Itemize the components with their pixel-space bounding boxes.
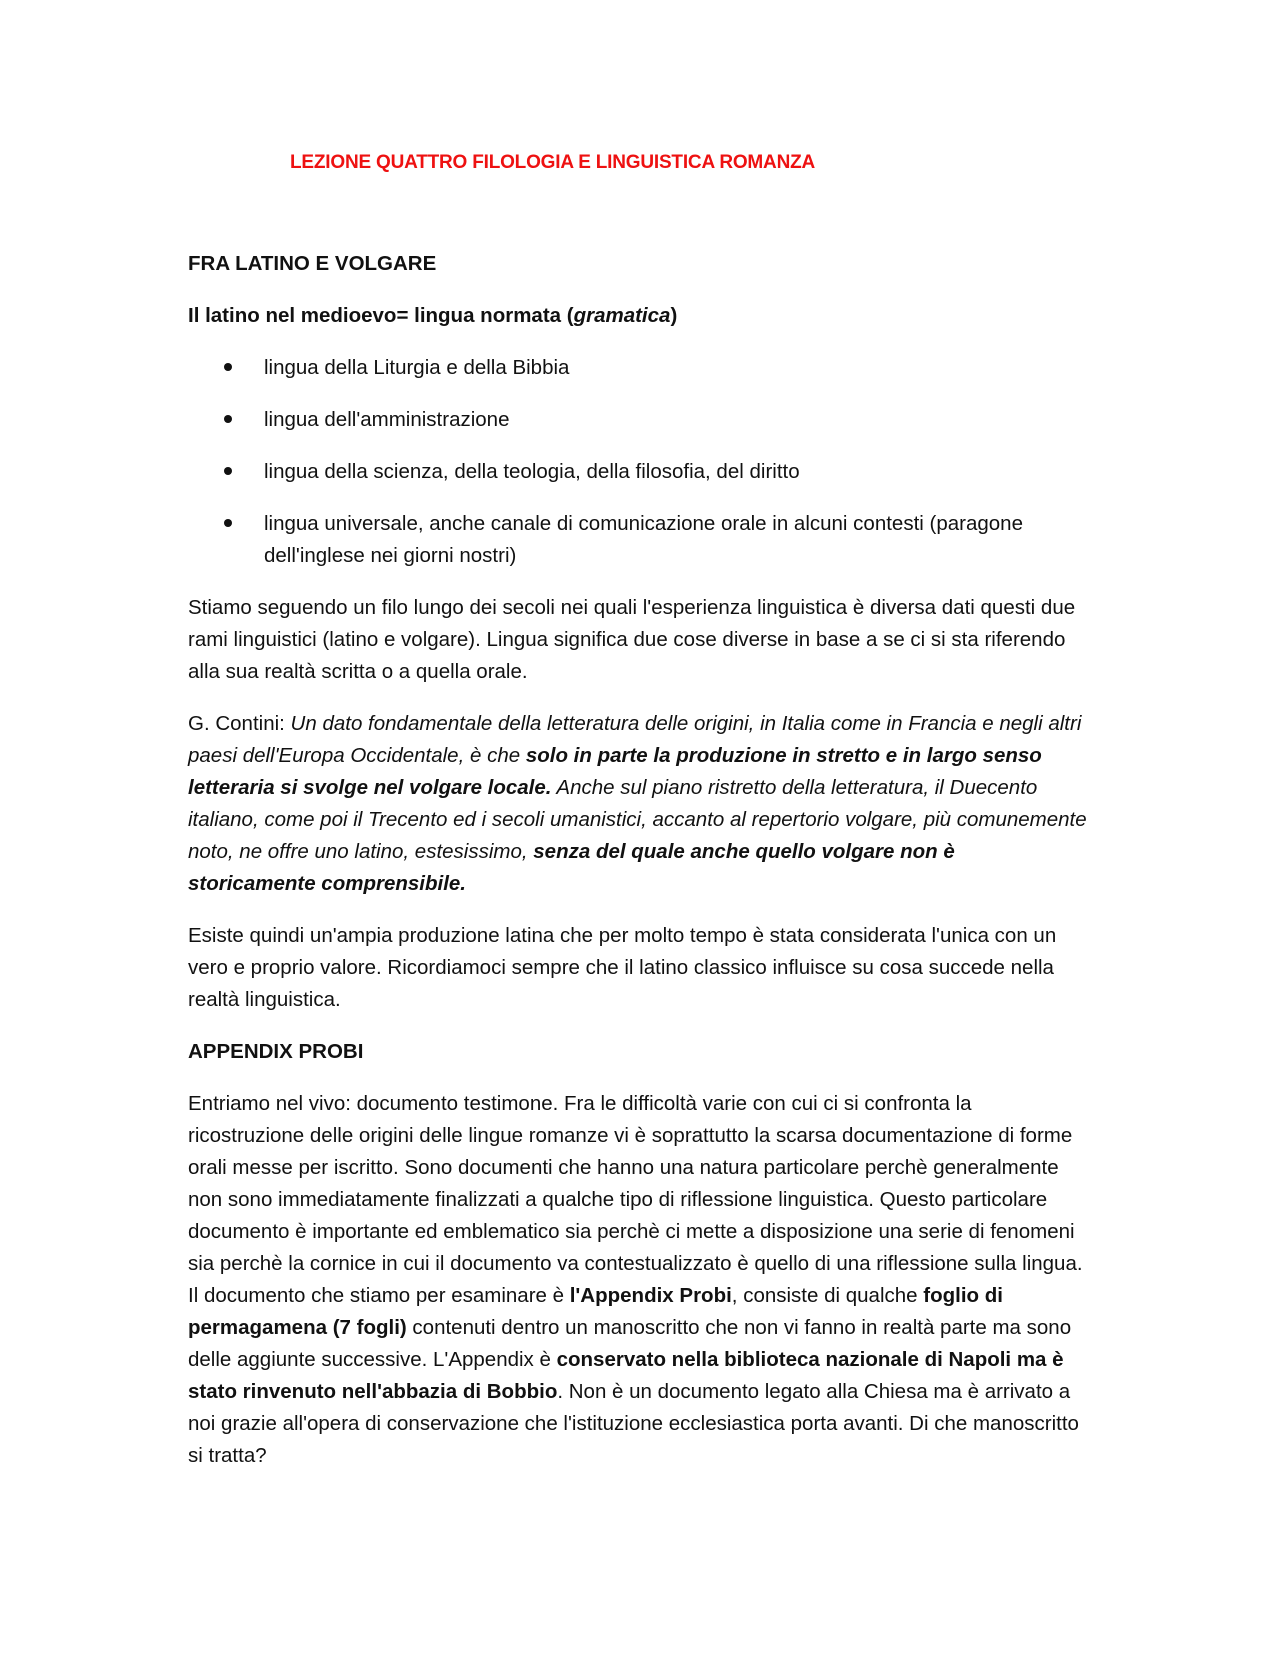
quote-italic-2: Anche sul piano ristretto della letteratura, il Duecento italiano, come poi il Trecento ed i secoli umanistici, accanto al repertorio volgare, più comunemente noto, ne offre uno latino, estesissimo, (188, 776, 1087, 863)
document-title: LEZIONE QUATTRO FILOLOGIA E LINGUISTICA ROMANZA (290, 152, 816, 173)
paragraph-filo-secoli: Stiamo seguendo un filo lungo dei secoli nei quali l'esperienza linguistica è diversa dati questi due rami linguistici (latino e volgare). Lingua significa due cose diverse in base a se ci si sta riferendo alla sua realtà scritta o a quella orale. (188, 596, 1076, 683)
subheading-latino-medioevo (188, 300, 1088, 332)
quote-author: G. Contini: (188, 712, 291, 735)
list-item (188, 508, 1088, 572)
appendix-text-4: . Non è un documento legato alla Chiesa ma è arrivato a noi grazie all'opera di conservazione che l'istituzione ecclesiastica porta avanti. Di che manoscritto si tratta? (188, 1380, 1079, 1467)
list-item-text: lingua della Liturgia e della Bibbia (264, 356, 570, 379)
appendix-bold-1: l'Appendix Probi (569, 1284, 732, 1307)
appendix-bold-2: foglio di permagamena (7 fogli) (188, 1284, 1003, 1339)
appendix-bold-3: conservato nella biblioteca nazionale di Napoli ma è stato rinvenuto nell'abbazia di Bobbio (188, 1348, 1064, 1403)
title-spacer (188, 148, 1088, 248)
section-heading-fra-latino: FRA LATINO E VOLGARE (188, 252, 437, 275)
document-body (188, 148, 1088, 1472)
paragraph-contini-quote (188, 708, 1088, 900)
quote-bold-2: senza del quale anche quello volgare non è storicamente comprensibile. (188, 840, 955, 895)
bullet-icon (224, 415, 232, 423)
quote-italic-1: Un dato fondamentale della letteratura delle origini, in Italia come in Francia e negli altri paesi dell'Europa Occidentale, è che (188, 712, 1082, 767)
appendix-text-3: contenuti dentro un manoscritto che non vi fanno in realtà parte ma sono delle aggiunte successive. L'Appendix è (188, 1316, 1072, 1371)
subheading-gramatica: gramatica (573, 304, 671, 327)
quote-bold-1: solo in parte la produzione in stretto e in largo senso letteraria si svolge nel volgare locale. (188, 744, 1042, 799)
latin-uses-list (188, 352, 1088, 572)
paragraph-produzione-latina: Esiste quindi un'ampia produzione latina che per molto tempo è stata considerata l'unica con un vero e proprio valore. Ricordiamoci sempre che il latino classico influisce su cosa succede nella realtà linguistica. (188, 924, 1057, 1011)
list-item (188, 352, 1088, 384)
list-item (188, 456, 1088, 488)
bullet-icon (224, 519, 232, 527)
subheading-part-a: Il latino nel medioevo= lingua normata ( (188, 304, 574, 327)
section-heading-appendix-probi: APPENDIX PROBI (188, 1040, 364, 1063)
list-item-text: lingua dell'amministrazione (264, 408, 510, 431)
paragraph-appendix-probi (188, 1088, 1088, 1472)
appendix-text-2: , consiste di qualche (731, 1284, 924, 1307)
bullet-icon (224, 363, 232, 371)
list-item-text: lingua della scienza, della teologia, della filosofia, del diritto (264, 460, 800, 483)
list-item-text: lingua universale, anche canale di comunicazione orale in alcuni contesti (paragone dell'inglese nei giorni nostri) (264, 512, 1023, 567)
subheading-part-c: ) (670, 304, 678, 327)
appendix-text-1: Entriamo nel vivo: documento testimone. Fra le difficoltà varie con cui ci si confronta la ricostruzione delle origini delle lingue romanze vi è soprattutto la scarsa documentazione di forme orali messe per iscritto. Sono documenti che hanno una natura particolare perchè generalmente non sono immediatamente finalizzati a qualche tipo di riflessione linguistica. Questo particolare documento è importante ed emblematico sia perchè ci mette a disposizione una serie di fenomeni sia perchè la cornice in cui il documento va contestualizzato è quello di una riflessione sulla lingua. Il documento che stiamo per esaminare è (188, 1092, 1083, 1307)
list-item (188, 404, 1088, 436)
bullet-icon (224, 467, 232, 475)
